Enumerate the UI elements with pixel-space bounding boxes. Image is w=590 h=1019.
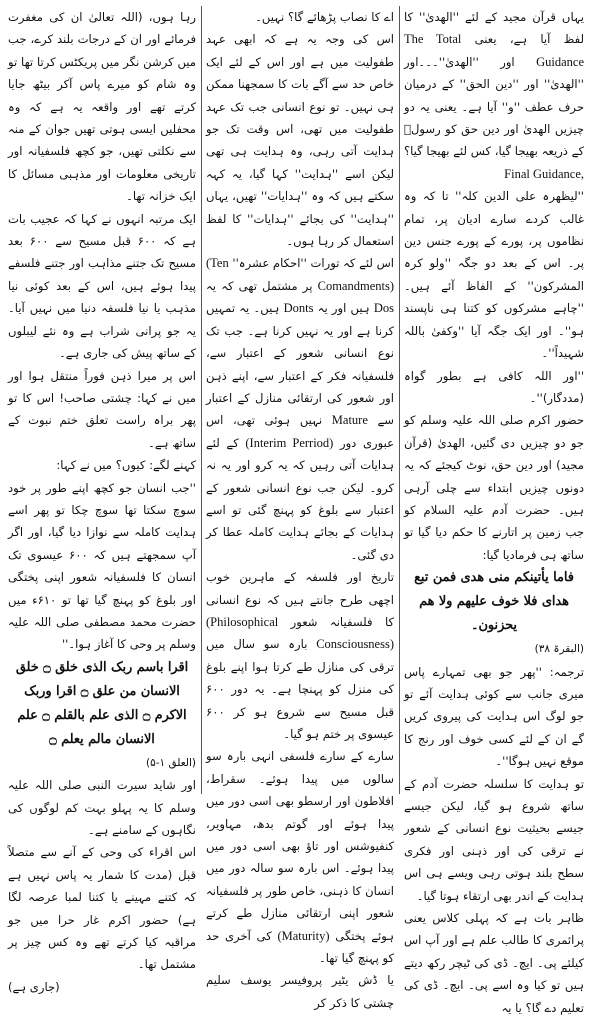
column-left [8,6,197,994]
paragraph: سارے کے سارے فلسفی انہی بارہ سو سالوں میں پیدا ہوئے۔ سقراط، افلاطون اور ارسطو بھی اسی دور میں پیدا ہوئے اور گوتم بدھ، مہاویر، کنفیوشس اور تاؤ بھی اسی دور میں پیدا ہوئے۔ اس بارہ سو سالہ دور میں انسان کا ذہنی، خاص طور پر فلسفیانہ شعور اپنی ارتقائی منازل طے کرتے ہوئے پختگی (Maturity) کی آخری حد کو پہنچ گیا تھا۔ [206,749,395,966]
quran-verse: اقرا باسم ربک الذی خلق ۝ خلق الانسان من علق ۝ اقرا وربک الاکرم ۝ الذی علم بالقلم ۝ علم الانسان مالم یعلم ۝ [15,659,189,747]
verse-reference: (البقرۃ ۳۸) [534,643,584,656]
paragraph: اس اقراء کی وحی کے آنے سے متصلاً قبل (مدت کا شمار یہ پاس نہیں ہے کہ کتنے مہینے یا کتنا لمبا عرصہ لگا ہے) حضور اکرم غار حرا میں جو مراقبہ کیا کرتے تھے وہ کس چیز پر مشتمل تھا۔ [8,845,196,972]
english-term: (Interim Perriod) [245,435,334,450]
english-term: (Ten Comandments) [205,256,395,293]
paragraph: ''لیظھرہ علی الدین کلہ'' تا کہ وہ غالب کردے سارے ادیان پر، تمام نظاموں پر، پورے کے پورے جنس دین پر۔ اس کے بعد دو جگہ ''ولو کرہ المشرکون'' کے الفاظ آئے ہیں۔ ''چاہے مشرکوں کو کتنا ہی ناپسند ہو''۔ اور ایک جگہ آیا ''وکفیٰ باللہ شہیداً''۔ [404,189,584,361]
paragraph: یا ڈش یٹیر پروفیسر یوسف سلیم چشتی کا ذکر کر [206,973,394,1010]
english-term: Dos [373,301,394,316]
paragraph: ظاہر بات ہے کہ پہلی کلاس یعنی پرائمری کا طالب علم ہے اور آپ اس کیلئے پی۔ ایچ۔ ڈی کی ٹیچر رکھ دیتے ہیں تو کیا وہ اسے پی۔ ایچ۔ ڈی کی تعلیم دے گا؟ یا یہ [404,911,584,1015]
english-term: Mature [331,413,368,428]
paragraph: ''جب انسان جو کچھ اپنے طور پر خود سوچ سکتا تھا سوچ چکا تو پھر اسے ہدایت کاملہ سے نوازا دیا گیا، اور اگر آپ سمجھتے ہیں کہ ۶۰۰ عیسوی تک انسان کا فلسفیانہ شعور اپنی پختگی اور بلوغ کو پہنچ گیا تھا تو ۶۱۰ء میں حضرت محمد مصطفی صلی اللہ علیہ وسلم پر وحی کا آغاز ہوا۔'' [8,480,196,652]
english-term: The Total Guidance [404,32,584,69]
column-divider [201,6,202,794]
verse-reference: (العلق ۱-۵) [145,756,196,769]
paragraph: ایک مرتبہ انہوں نے کہا کہ عجیب بات ہے کہ ۶۰۰ قبل مسیح سے ۶۰۰ بعد مسیح تک جتنے مذاہب اور جتنے فلسفے پیدا ہوئے ہیں، اس کے بعد کوئی نیا مذہب یا نیا فلسفہ دنیا میں نہیں آیا۔ یہ جو پرانی شراب ہے وہ نئے لیبلوں کے ساتھ پیش کی جاری ہے۔ [8,211,197,361]
column-right [404,6,585,1015]
paragraph: تو ہدایت کا سلسلہ حضرت آدم کے ساتھ شروع ہو گیا، لیکن جیسے جیسے بحیثیت نوع انسانی کے شعور نے ترقی کی اور ذہنی اور فکری سطح بلند ہوتی رہی ویسے ہی اس ہدایت کے اندر بھی ارتقاء ہوتا گیا۔ [404,776,584,903]
column-divider [399,6,400,794]
paragraph: اے کا نصاب پڑھائے گا؟ نہیں۔ [255,10,394,24]
paragraph: یہاں قرآن مجید کے لئے ''الھدیٰ'' کا لفظ آیا ہے، یعنی The Total Guidance اور ''الھدیٰ''۔۔۔اور ''الھدیٰ'' اور ''دین الحق'' کے درمیان حرف عطف ''و'' آیا ہے۔ یعنی یہ دو چیزیں الھدیٰ اور دین حق کو رسولؐ کے ذریعہ بھیجا گیا، کس لئے بھیجا گیا؟ Final Guidance, [404,10,585,181]
paragraph: رہا ہوں، (اللہ تعالیٰ ان کی مغفرت فرمائے اور ان کے درجات بلند کرے، جب میں کرشن نگر میں پریکٹس کرتا تھا تو وہ شام کو میرے پاس آکر بیٹھ جایا کرتے تھے اور واقعہ یہ ہے کہ وہ محفلیں ایسی ہوتی تھیں جوان کے منہ سے نکلتی تھیں، جو کچھ فلسفیانہ اور تاریخی معلومات اور مذہبی مسائل کا ایک خزانہ تھا۔ [8,10,196,204]
english-term: Donts [283,301,314,316]
paragraph: حضور اکرم صلی اللہ علیہ وسلم کو جو دو چیزیں دی گئیں، الھدیٰ (قرآن مجید) اور دین حق، نوٹ کیجئے کہ یہ دونوں چیزیں ابتداء سے چلی آرہی ہیں۔ حضرت آدم علیہ السلام کو جب زمین پر اتارنے کا حکم دیا گیا تو ساتھ ہی فرمادیا گیا: [404,413,584,562]
paragraph: اس لئے کہ تورات ''احکام عشرہ'' (Ten Comandments) پر مشتمل تھی کہ یہ Dos ہیں اور یہ Donts ہیں۔ یہ تمہیں کرنا ہے اور یہ نہیں کرنا ہے۔ جب تک نوع انسانی شعور کے اعتبار سے، فلسفیانہ فکر کے اعتبار سے، اپنے ذہن اور شعور کی ارتقائی منازل کے اعتبار سے Mature نہیں ہوئی تھی، اس عبوری دور (Interim Perriod) کے لئے ہدایات آتی رہیں کہ یہ کرو اور یہ نہ کرو۔ لیکن جب نوع انسانی شعور کے اعتبار سے بلوغ کو پہنچ گئی تو اسے ہدایات کے بجائے ہدایت کاملہ عطا کر دی گئی۔ [205,256,395,562]
quran-verse: فاما یأتینکم منی ھدی فمن تبع ھدای فلا خوف علیھم ولا ھم یحزنون۔ [414,570,574,634]
paragraph: کہنے لگے: کیوں؟ میں نے کہا: [56,458,196,473]
english-term: Final Guidance, [504,166,584,181]
paragraph: تاریخ اور فلسفہ کے ماہرین خوب اچھی طرح جانتے ہیں کہ نوع انسانی کا فلسفیانہ شعور (Philosophical Consciousness) بارہ سو سال میں ترقی کی منازل طے کرتا ہوا اپنے بلوغ کی منزل کو پہنچا ہے۔ یہ دور ۶۰۰ قبل مسیح سے شروع ہو کر ۶۰۰ عیسوی پر ختم ہو گیا۔ [206,570,394,741]
paragraph: اس پر میرا ذہن فوراً منتقل ہوا اور میں نے کہا: چشتی صاحب! اس کا تو پھر براہ راست تعلق ختم نبوت کے ساتھ ہے۔ [8,368,196,450]
english-term: (Maturity) [277,928,330,943]
column-middle [205,6,395,1010]
paragraph: ترجمہ: ''پھر جو بھی تمہارے پاس میری جانب سے کوئی ہدایت آئے تو جو لوگ اس ہدایت کی پیروی کریں گے ان کے لئے کسی خوف اور رنج کا موقع نہیں ہوگا''۔ [404,664,584,769]
paragraph: اور شاید سیرت النبی صلی اللہ علیہ وسلم کا یہ پہلو بہت کم لوگوں کی نگاہوں کے سامنے ہے۔ [8,778,196,837]
paragraph: ''اور اللہ کافی ہے بطور گواہ (مددگار)''۔ [404,368,584,405]
english-term: (Philosophical Consciousness) [206,614,394,652]
continued-label: (جاری ہے) [8,979,60,994]
paragraph: اس کی وجہ یہ ہے کہ ابھی عہد طفولیت میں ہے اور اس کے لئے ایک خاص حد سے آگے بات کا سمجھنا ممکن ہی نہیں۔ تو نوع انسانی جب تک عہد طفولیت میں تھی، اس وقت تک جو ہدایت آتی رہی، وہ ہدایت ہی تھی لیکن اسے ''ہدایت'' کہا گیا، یہ کہہ سکتے ہیں کہ وہ ''ہدایات'' تھیں، یہاں ''ہدایت'' کی بجائے ''ہدایات'' کا لفظ استعمال کر رہا ہوں۔ [206,32,394,249]
